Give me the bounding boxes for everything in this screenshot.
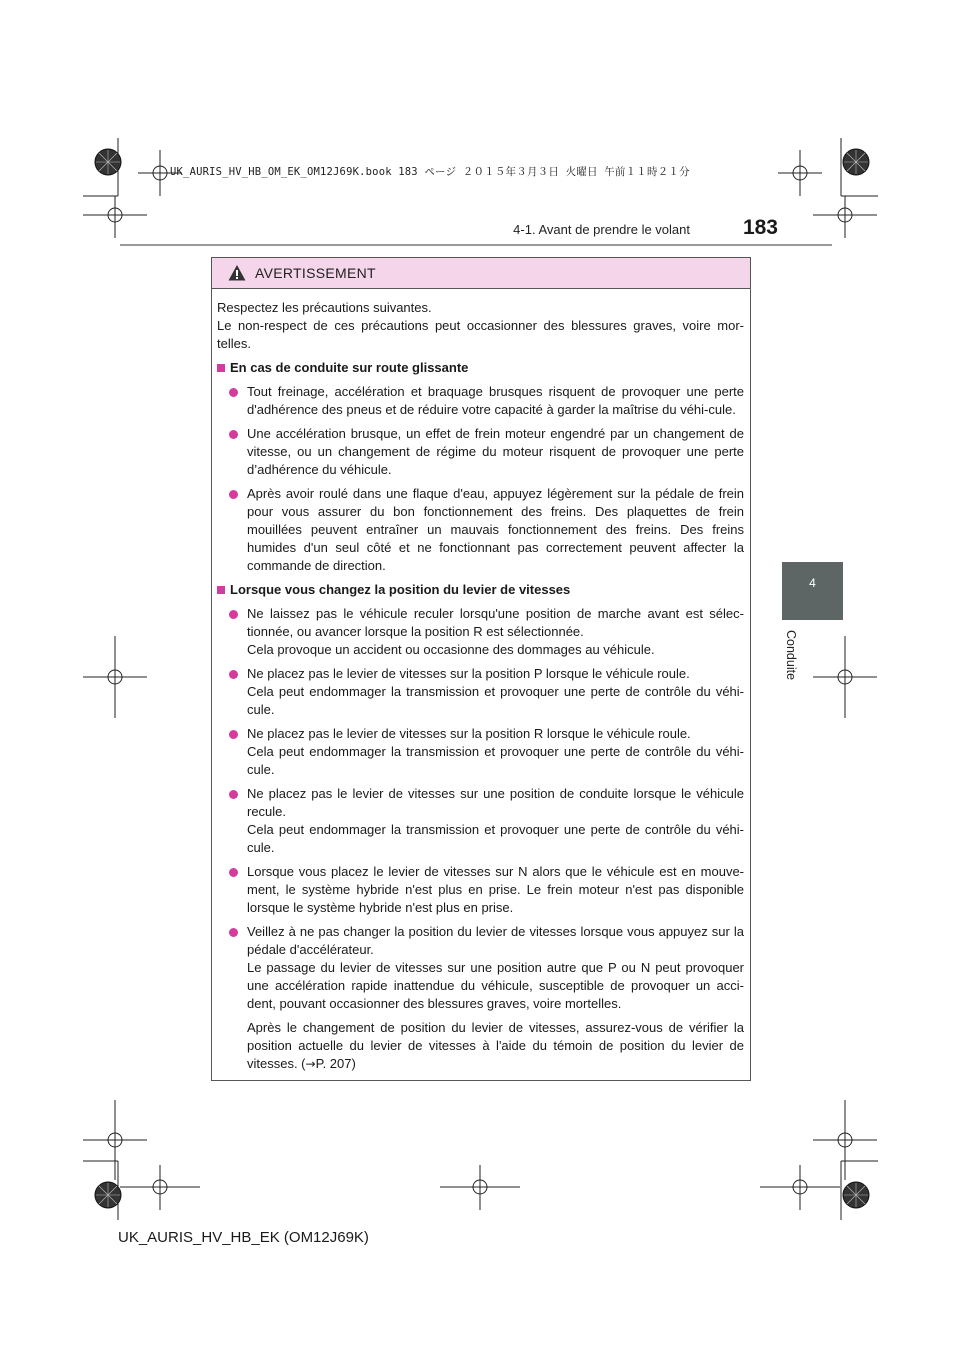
list-item [217, 383, 744, 419]
chapter-name: Conduite [784, 630, 798, 681]
round-bullet-icon [229, 790, 238, 799]
chapter-number: 4 [809, 576, 816, 590]
section-heading [217, 581, 744, 599]
print-job-line: UK_AURIS_HV_HB_OM_EK_OM12J69K.book 183 ページ ２０１５年３月３日 火曜日 午前１１時２１分 [170, 166, 690, 178]
list-item [217, 725, 744, 779]
warning-header [212, 258, 750, 289]
list-item-text: Ne laissez pas le véhicule reculer lorsqu'une position de marche avant est sélec-tionnée, ou avancer lorsque la position R est sélectionnée. [247, 606, 744, 639]
list-item-text: Après avoir roulé dans une flaque d'eau, appuyez légèrement sur la pédale de frein pour vous assurer du bon fonctionnement des freins. Des plaquettes de frein mouillées peuvent entraîner un mauvais fonctionnement des freins. Des freins humides d'un seul côté et ne fonctionnant pas correctement peuvent affecter la commande de direction. [247, 486, 744, 573]
section-heading-text: Lorsque vous changez la position du levier de vitesses [230, 582, 571, 597]
chapter-tab [782, 562, 843, 620]
list-item-text: Lorsque vous placez le levier de vitesses sur N alors que le véhicule est en mouve-ment, le système hybride n'est plus en prise. Le frein moteur n'est pas disponible lorsque le système hybride n'est plus en prise. [247, 864, 744, 915]
round-bullet-icon [229, 868, 238, 877]
round-bullet-icon [229, 388, 238, 397]
round-bullet-icon [229, 730, 238, 739]
list-item-text: Cela peut endommager la transmission et provoquer une perte de contrôle du véhi-cule. [247, 744, 744, 777]
list-item-text: Cela provoque un accident ou occasionne des dommages au véhicule. [247, 642, 655, 657]
list-item-text: Le passage du levier de vitesses sur une position autre que P ou N peut provoquer une accélération rapide inattendue du véhicule, susceptible de provoquer un acci-dent, pouvant occasionner des blessures graves, voire mortelles. [247, 960, 744, 1011]
model-code-footer: UK_AURIS_HV_HB_EK (OM12J69K) [118, 1229, 369, 1246]
chapter-label [774, 630, 804, 690]
warning-title: AVERTISSEMENT [255, 265, 376, 281]
list-item-text: Cela peut endommager la transmission et provoquer une perte de contrôle du véhi-cule. [247, 822, 744, 855]
list-item-text: Tout freinage, accélération et braquage brusques risquent de provoquer une perte d'adhérence des pneus et de réduire votre capacité à garder la maîtrise du véhi-cule. [247, 384, 744, 417]
square-bullet-icon [217, 586, 225, 594]
arrow-icon: → [305, 1057, 316, 1071]
cross-reference-note [217, 1019, 744, 1073]
page-reference-link[interactable]: P. 207) [315, 1056, 356, 1071]
section-heading-text: En cas de conduite sur route glissante [230, 360, 469, 375]
list-item [217, 923, 744, 1013]
list-item [217, 485, 744, 575]
warning-body [217, 299, 744, 1079]
list-item-text: Ne placez pas le levier de vitesses sur la position R lorsque le véhicule roule. [247, 726, 691, 741]
round-bullet-icon [229, 670, 238, 679]
header-rule [120, 244, 832, 246]
list-item-text: Ne placez pas le levier de vitesses sur la position P lorsque le véhicule roule. [247, 666, 690, 681]
square-bullet-icon [217, 364, 225, 372]
page-number: 183 [742, 216, 778, 239]
intro-line: Le non-respect de ces précautions peut occasionner des blessures graves, voire mor-telles. [217, 318, 744, 351]
round-bullet-icon [229, 490, 238, 499]
warning-box [211, 257, 751, 1081]
list-item-text: Une accélération brusque, un effet de frein moteur engendré par un changement de vitesse, ou un changement de régime du moteur risquent de provoquer une perte d’adhérence du véhicule. [247, 426, 744, 477]
list-item [217, 605, 744, 659]
list-item [217, 863, 744, 917]
round-bullet-icon [229, 430, 238, 439]
list-item [217, 425, 744, 479]
section-title: 4-1. Avant de prendre le volant [513, 222, 690, 237]
note-text: Après le changement de position du levier de vitesses, assurez-vous de vérifier la position actuelle du levier de vitesses à l'aide du témoin de position du levier de vitesses. ( [247, 1020, 744, 1071]
intro-line: Respectez les précautions suivantes. [217, 300, 432, 315]
list-item [217, 785, 744, 857]
list-item [217, 665, 744, 719]
round-bullet-icon [229, 928, 238, 937]
list-item-text: Cela peut endommager la transmission et provoquer une perte de contrôle du véhi-cule. [247, 684, 744, 717]
section-heading [217, 359, 744, 377]
list-item-text: Ne placez pas le levier de vitesses sur une position de conduite lorsque le véhicule recule. [247, 786, 744, 819]
round-bullet-icon [229, 610, 238, 619]
warning-triangle-icon [228, 264, 246, 282]
list-item-text: Veillez à ne pas changer la position du levier de vitesses lorsque vous appuyez sur la pédale d'accélérateur. [247, 924, 744, 957]
